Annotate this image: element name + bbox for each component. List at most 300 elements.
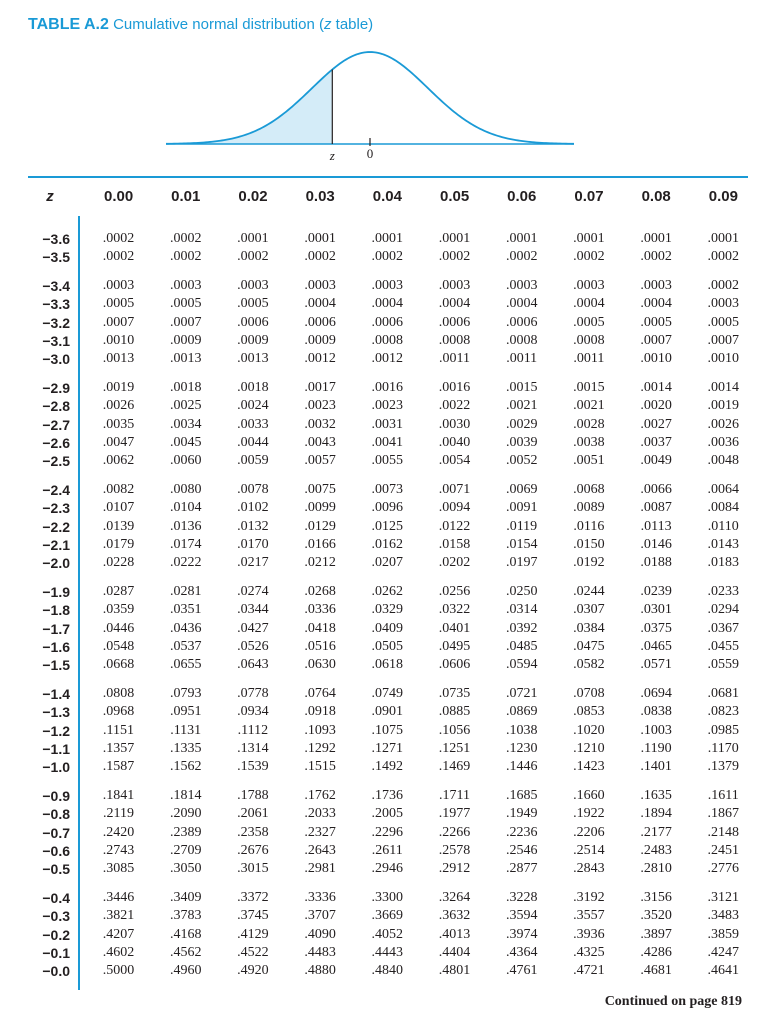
table-cell: .3707 xyxy=(304,908,336,924)
table-cell: .1056 xyxy=(438,722,471,738)
table-cell: .2843 xyxy=(573,861,605,877)
table-cell: .0166 xyxy=(304,537,336,552)
row-z-label: −2.4 xyxy=(42,481,70,498)
table-cell: .0244 xyxy=(573,583,605,599)
table-cell: .0084 xyxy=(707,500,740,516)
table-cell: .0012 xyxy=(304,351,336,367)
table-cell: .0003 xyxy=(505,277,538,293)
table-cell: .2578 xyxy=(438,843,471,858)
table-cell: .0495 xyxy=(438,639,471,654)
table-cell: .0132 xyxy=(237,518,269,534)
table-cell: .0033 xyxy=(237,416,269,432)
table-cell: .1685 xyxy=(505,787,538,803)
table-cell: .3156 xyxy=(640,889,672,905)
table-cell: .0708 xyxy=(573,685,605,701)
row-z-label: −3.6 xyxy=(42,231,70,247)
table-cell: .0351 xyxy=(169,602,202,618)
table-cell: .0222 xyxy=(169,555,202,571)
row-z-label: −1.6 xyxy=(42,639,70,655)
row-z-label: −0.3 xyxy=(42,908,70,925)
table-cell: .4286 xyxy=(640,945,672,960)
table-cell: .1611 xyxy=(707,787,739,803)
table-cell: .0018 xyxy=(169,379,202,395)
table-cell: .4404 xyxy=(438,945,471,960)
table-cell: .1335 xyxy=(169,741,202,756)
table-cell: .0001 xyxy=(237,231,269,246)
table-cell: .1003 xyxy=(640,722,672,738)
table-cell: .0764 xyxy=(304,685,336,701)
column-header: 0.02 xyxy=(238,188,268,205)
table-cell: .3228 xyxy=(505,889,538,905)
row-z-label: −1.1 xyxy=(42,741,70,757)
table-cell: .0268 xyxy=(304,583,336,599)
table-cell: .0004 xyxy=(304,296,336,312)
table-cell: .1038 xyxy=(505,722,538,738)
table-cell: .0668 xyxy=(102,657,135,673)
table-cell: .0202 xyxy=(438,555,471,571)
table-cell: .0013 xyxy=(102,351,135,367)
table-cell: .2709 xyxy=(169,843,202,858)
row-z-label: −3.0 xyxy=(42,351,70,368)
table-cell: .2177 xyxy=(640,824,672,840)
table-cell: .0051 xyxy=(573,453,605,469)
table-cell: .0043 xyxy=(304,435,336,450)
table-cell: .0336 xyxy=(304,602,336,618)
row-z-label: −3.3 xyxy=(42,296,70,313)
table-cell: .1539 xyxy=(237,759,269,775)
table-cell: .0003 xyxy=(102,277,135,293)
table-cell: .0002 xyxy=(707,249,740,265)
table-cell: .4562 xyxy=(169,945,202,960)
table-cell: .1894 xyxy=(640,806,672,822)
row-z-label: −0.5 xyxy=(42,861,70,878)
table-cell: .3632 xyxy=(438,908,471,924)
table-cell: .0409 xyxy=(371,620,404,636)
table-cell: .0041 xyxy=(371,435,404,450)
table-cell: .0045 xyxy=(169,435,202,450)
table-cell: .0026 xyxy=(102,398,135,414)
table-cell: .0003 xyxy=(304,277,336,293)
table-cell: .1401 xyxy=(640,759,672,775)
table-cell: .0019 xyxy=(707,398,740,414)
table-cell: .0002 xyxy=(169,249,202,265)
table-cell: .0985 xyxy=(707,722,740,738)
table-cell: .0113 xyxy=(640,518,672,534)
table-cell: .0019 xyxy=(102,379,135,395)
table-cell: .0009 xyxy=(169,333,202,348)
table-cell: .1660 xyxy=(573,787,605,803)
table-cell: .3300 xyxy=(371,889,404,905)
table-cell: .4641 xyxy=(707,963,740,979)
table-cell: .0091 xyxy=(505,500,538,516)
table-cell: .3121 xyxy=(707,889,740,905)
row-z-label: −2.1 xyxy=(42,537,70,553)
table-cell: .0505 xyxy=(371,639,404,654)
table-cell: .0011 xyxy=(506,351,538,367)
table-cell: .0011 xyxy=(439,351,470,367)
table-cell: .2119 xyxy=(103,806,134,822)
table-cell: .2946 xyxy=(371,861,404,877)
table-cell: .2420 xyxy=(102,824,135,840)
table-cell: .0004 xyxy=(505,296,538,312)
table-cell: .0002 xyxy=(640,249,672,265)
row-z-label: −2.2 xyxy=(42,518,70,535)
table-cell: .0485 xyxy=(505,639,538,654)
table-cell: .4129 xyxy=(237,926,269,942)
row-z-label: −0.7 xyxy=(42,824,70,841)
table-cell: .0314 xyxy=(505,602,538,618)
row-z-label: −3.1 xyxy=(42,333,70,349)
table-cell: .0537 xyxy=(169,639,202,654)
table-cell: .0005 xyxy=(640,314,672,330)
table-cell: .0048 xyxy=(707,453,740,469)
table-cell: .0007 xyxy=(169,314,202,330)
table-cell: .0446 xyxy=(102,620,135,636)
continued-note: Continued on page 819 xyxy=(604,994,742,1009)
table-cell: .1635 xyxy=(640,787,672,803)
table-cell: .0694 xyxy=(640,685,672,701)
table-cell: .0146 xyxy=(640,537,672,552)
table-cell: .0003 xyxy=(640,277,672,293)
table-cell: .0003 xyxy=(169,277,202,293)
table-cell: .1131 xyxy=(170,722,202,738)
table-cell: .4325 xyxy=(573,945,605,960)
table-cell: .0030 xyxy=(438,416,471,432)
table-cell: .0136 xyxy=(169,518,202,534)
table-cell: .0016 xyxy=(438,379,471,395)
table-cell: .2611 xyxy=(371,843,403,858)
table-cell: .4207 xyxy=(102,926,135,942)
table-cell: .0037 xyxy=(640,435,672,450)
table-cell: .0016 xyxy=(371,379,404,395)
table-cell: .1075 xyxy=(371,722,404,738)
table-cell: .0020 xyxy=(640,398,672,414)
table-cell: .0228 xyxy=(102,555,135,571)
table-cell: .0075 xyxy=(304,481,336,497)
table-cell: .0139 xyxy=(102,518,135,534)
row-z-label: −1.2 xyxy=(42,722,70,739)
table-cell: .0002 xyxy=(169,231,202,246)
table-cell: .0475 xyxy=(573,639,605,654)
table-cell: .0025 xyxy=(169,398,202,414)
table-cell: .2546 xyxy=(505,843,538,858)
table-cell: .3859 xyxy=(707,926,740,942)
table-cell: .2090 xyxy=(169,806,202,822)
table-cell: .4880 xyxy=(304,963,336,979)
table-cell: .0571 xyxy=(640,657,672,673)
row-z-label: −1.8 xyxy=(42,602,70,619)
table-cell: .0001 xyxy=(640,231,672,246)
table-cell: .0179 xyxy=(102,537,135,552)
table-cell: .0793 xyxy=(169,685,202,701)
table-cell: .3446 xyxy=(102,889,135,905)
table-cell: .0287 xyxy=(102,583,135,599)
table-cell: .0301 xyxy=(640,602,672,618)
table-cell: .0322 xyxy=(438,602,471,618)
table-cell: .0013 xyxy=(169,351,202,367)
table-cell: .3594 xyxy=(505,908,538,924)
column-header: 0.07 xyxy=(574,188,604,205)
table-cell: .0681 xyxy=(707,685,740,701)
table-cell: .0005 xyxy=(237,296,269,312)
table-cell: .0039 xyxy=(505,435,538,450)
table-number: TABLE A.2 xyxy=(28,16,109,33)
table-cell: .0026 xyxy=(707,416,740,432)
table-cell: .0008 xyxy=(371,333,404,348)
table-cell: .0006 xyxy=(438,314,471,330)
table-cell: .4168 xyxy=(169,926,202,942)
table-cell: .0010 xyxy=(640,351,672,367)
table-cell: .0078 xyxy=(237,481,269,497)
row-z-label: −2.6 xyxy=(42,435,70,451)
table-cell: .0003 xyxy=(237,277,269,293)
table-cell: .1230 xyxy=(505,741,538,756)
title-z-variable: z xyxy=(323,16,332,33)
table-cell: .1841 xyxy=(102,787,135,803)
table-cell: .0005 xyxy=(707,314,740,330)
table-cell: .0002 xyxy=(707,277,740,293)
table-cell: .0465 xyxy=(640,639,672,654)
table-cell: .0002 xyxy=(304,249,336,265)
table-cell: .0066 xyxy=(640,481,672,497)
table-cell: .0256 xyxy=(438,583,471,599)
table-cell: .0918 xyxy=(304,704,336,720)
table-cell: .0052 xyxy=(505,453,538,469)
table-cell: .4090 xyxy=(304,926,336,942)
table-cell: .0002 xyxy=(438,249,471,265)
column-header: 0.06 xyxy=(507,188,537,205)
table-cell: .0735 xyxy=(438,685,471,701)
table-cell: .0071 xyxy=(438,481,471,497)
table-cell: .0003 xyxy=(707,296,740,312)
row-z-label: −1.3 xyxy=(42,704,70,721)
table-cell: .0059 xyxy=(237,453,269,469)
table-cell: .5000 xyxy=(102,963,135,979)
table-cell: .2236 xyxy=(505,824,538,840)
table-cell: .1922 xyxy=(573,806,605,822)
table-cell: .0233 xyxy=(707,583,740,599)
table-cell: .1711 xyxy=(439,787,470,803)
table-cell: .1515 xyxy=(304,759,336,775)
table-cell: .0003 xyxy=(573,277,605,293)
table-cell: .0001 xyxy=(438,231,471,246)
table-cell: .0170 xyxy=(237,537,269,552)
row-z-label: −1.9 xyxy=(42,583,70,600)
table-cell: .0010 xyxy=(102,333,135,348)
table-cell: .2327 xyxy=(304,824,336,840)
table-cell: .0004 xyxy=(371,296,404,312)
table-cell: .1949 xyxy=(505,806,538,822)
table-cell: .2676 xyxy=(237,843,269,858)
table-cell: .0004 xyxy=(573,296,605,312)
table-cell: .0154 xyxy=(505,537,538,552)
table-cell: .4443 xyxy=(371,945,404,960)
table-cell: .0018 xyxy=(237,379,269,395)
table-cell: .0749 xyxy=(371,685,404,701)
table-cell: .0010 xyxy=(707,351,740,367)
table-cell: .0901 xyxy=(371,704,404,720)
table-cell: .0031 xyxy=(371,416,404,432)
table-cell: .0427 xyxy=(237,620,269,636)
table-cell: .1190 xyxy=(640,741,672,756)
table-cell: .0001 xyxy=(371,231,404,246)
table-cell: .0281 xyxy=(169,583,202,599)
row-z-label: −2.0 xyxy=(42,555,70,572)
table-cell: .3192 xyxy=(573,889,605,905)
table-cell: .0055 xyxy=(371,453,404,469)
table-cell: .0006 xyxy=(371,314,404,330)
table-cell: .0002 xyxy=(102,249,135,265)
table-cell: .0054 xyxy=(438,453,471,469)
table-cell: .0643 xyxy=(237,657,269,673)
table-cell: .0005 xyxy=(102,296,135,312)
table-cell: .1292 xyxy=(304,741,336,756)
table-cell: .4801 xyxy=(438,963,471,979)
table-cell: .0023 xyxy=(304,398,336,414)
table-cell: .0375 xyxy=(640,620,672,636)
table-cell: .0559 xyxy=(707,657,740,673)
table-cell: .0934 xyxy=(237,704,269,720)
table-cell: .0069 xyxy=(505,481,538,497)
table-cell: .0174 xyxy=(169,537,202,552)
table-cell: .0212 xyxy=(304,555,336,571)
table-cell: .4721 xyxy=(573,963,605,979)
table-cell: .1112 xyxy=(237,722,269,738)
table-cell: .0002 xyxy=(371,249,404,265)
zero-axis-label: 0 xyxy=(366,146,374,161)
table-cell: .1170 xyxy=(707,741,739,756)
header-z: z xyxy=(46,188,54,205)
table-cell: .0006 xyxy=(237,314,269,330)
row-z-label: −1.4 xyxy=(42,685,70,702)
table-cell: .0036 xyxy=(707,435,740,450)
table-cell: .0012 xyxy=(371,351,404,367)
table-cell: .0034 xyxy=(169,416,202,432)
table-cell: .0001 xyxy=(707,231,740,246)
title-text-post: table) xyxy=(331,16,374,33)
row-z-label: −0.2 xyxy=(42,926,70,943)
table-cell: .0007 xyxy=(640,333,672,348)
table-cell: .0188 xyxy=(640,555,672,571)
table-cell: .0023 xyxy=(371,398,404,414)
table-cell: .0040 xyxy=(438,435,471,450)
table-cell: .3974 xyxy=(505,926,538,942)
table-cell: .3520 xyxy=(640,908,672,924)
table-cell: .4364 xyxy=(505,945,538,960)
table-cell: .0009 xyxy=(304,333,336,348)
row-z-label: −3.4 xyxy=(42,277,70,294)
table-cell: .1788 xyxy=(237,787,269,803)
table-cell: .0049 xyxy=(640,453,672,469)
table-cell: .2981 xyxy=(304,861,336,877)
table-cell: .0015 xyxy=(573,379,605,395)
table-cell: .1151 xyxy=(103,722,134,738)
table-cell: .0032 xyxy=(304,416,336,432)
table-cell: .3336 xyxy=(304,889,336,905)
table-cell: .1251 xyxy=(438,741,471,756)
table-cell: .0359 xyxy=(102,602,135,618)
table-cell: .3936 xyxy=(573,926,605,942)
table-cell: .2206 xyxy=(573,824,605,840)
table-cell: .0110 xyxy=(707,518,739,534)
table-cell: .0455 xyxy=(707,639,740,654)
table-cell: .3745 xyxy=(237,908,269,924)
table-cell: .0062 xyxy=(102,453,135,469)
table-cell: .0217 xyxy=(237,555,269,571)
table-cell: .1314 xyxy=(237,741,269,756)
table-cell: .0183 xyxy=(707,555,740,571)
table-cell: .3483 xyxy=(707,908,740,924)
table-cell: .0094 xyxy=(438,500,471,516)
table-cell: .0192 xyxy=(573,555,605,571)
table-cell: .0009 xyxy=(237,333,269,348)
table-cell: .0044 xyxy=(237,435,269,450)
table-cell: .0367 xyxy=(707,620,740,636)
table-cell: .0021 xyxy=(505,398,538,414)
table-cell: .0307 xyxy=(573,602,605,618)
table-cell: .0038 xyxy=(573,435,605,450)
table-cell: .0150 xyxy=(573,537,605,552)
table-cell: .0005 xyxy=(169,296,202,312)
row-z-label: −1.7 xyxy=(42,620,70,637)
table-cell: .1469 xyxy=(438,759,471,775)
table-cell: .2033 xyxy=(304,806,336,822)
table-cell: .0116 xyxy=(573,518,605,534)
title-text-pre: Cumulative normal distribution ( xyxy=(113,16,324,33)
table-cell: .0006 xyxy=(505,314,538,330)
table-cell: .3264 xyxy=(438,889,471,905)
table-cell: .0005 xyxy=(573,314,605,330)
row-z-label: −3.5 xyxy=(42,249,70,266)
table-cell: .0197 xyxy=(505,555,538,571)
table-cell: .3050 xyxy=(169,861,202,877)
table-cell: .0082 xyxy=(102,481,135,497)
table-cell: .1357 xyxy=(102,741,135,756)
table-cell: .2358 xyxy=(237,824,269,840)
table-cell: .4483 xyxy=(304,945,336,960)
table-cell: .1977 xyxy=(438,806,471,822)
table-cell: .0885 xyxy=(438,704,471,720)
table-cell: .0068 xyxy=(573,481,605,497)
table-cell: .2483 xyxy=(640,843,672,858)
table-cell: .0002 xyxy=(573,249,605,265)
table-cell: .3821 xyxy=(102,908,135,924)
table-cell: .3669 xyxy=(371,908,404,924)
table-cell: .4052 xyxy=(371,926,404,942)
table-cell: .2061 xyxy=(237,806,269,822)
table-cell: .2296 xyxy=(371,824,404,840)
table-cell: .0129 xyxy=(304,518,336,534)
table-cell: .2776 xyxy=(707,861,740,877)
table-cell: .0057 xyxy=(304,453,336,469)
table-cell: .0047 xyxy=(102,435,135,450)
row-z-label: −3.2 xyxy=(42,314,70,331)
table-cell: .1210 xyxy=(573,741,605,756)
row-z-label: −0.6 xyxy=(42,843,70,859)
table-cell: .0778 xyxy=(237,685,269,701)
row-z-label: −2.7 xyxy=(42,416,70,433)
table-cell: .0004 xyxy=(640,296,672,312)
table-cell: .0968 xyxy=(102,704,135,720)
table-cell: .2266 xyxy=(438,824,471,840)
table-cell: .2389 xyxy=(169,824,202,840)
table-cell: .0104 xyxy=(169,500,202,516)
column-header: 0.04 xyxy=(372,188,402,205)
table-cell: .0011 xyxy=(573,351,605,367)
table-cell: .1271 xyxy=(371,741,404,756)
column-header: 0.09 xyxy=(708,188,738,205)
row-z-label: −2.9 xyxy=(42,379,70,396)
